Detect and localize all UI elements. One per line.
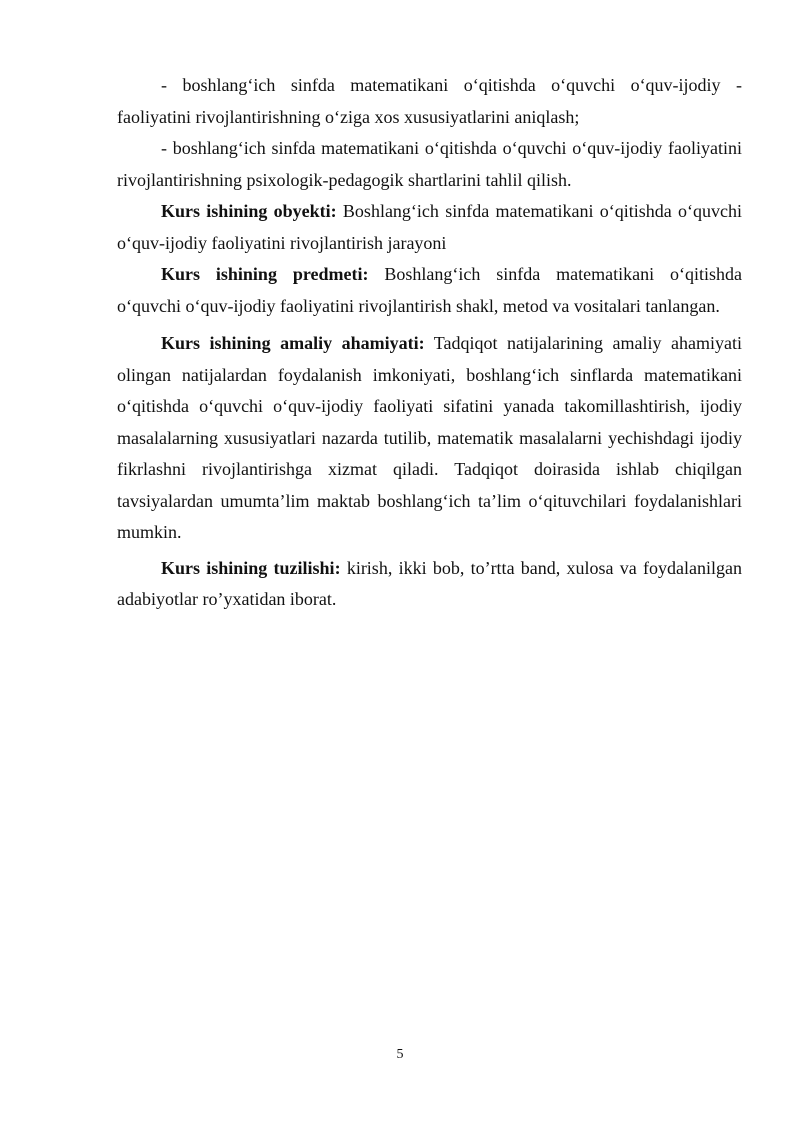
paragraph-practical-value (117, 328, 742, 549)
paragraph-task-4 (117, 133, 742, 196)
page-number: 5 (396, 1047, 404, 1062)
paragraph-lead: Kurs ishining amaliy ahamiyati: (161, 333, 425, 353)
paragraph-text: - boshlang‘ich sinfda matematikani o‘qitishda o‘quvchi o‘quv-ijodiy faoliyatini rivojlantirishning psixologik-pedagogik shartlarini tahlil qilish. (117, 138, 742, 190)
paragraph-text: Boshlang‘ich sinfda matematikani o‘qitishda o‘quvchi o‘quv-ijodiy faoliyatini rivojlantirish jarayoni (117, 201, 743, 253)
paragraph-lead: Kurs ishining predmeti: (161, 264, 369, 284)
paragraph-text: kirish, ikki bob, to’rtta band, xulosa va foydalanilgan adabiyotlar ro’yxatidan iborat. (117, 557, 742, 609)
paragraph-text: - boshlang‘ich sinfda matematikani o‘qitishda o‘quvchi o‘quv-ijodiy - faoliyatini rivojlantirishning o‘ziga xos xususiyatlarini aniqlash; (117, 75, 742, 127)
paragraph-structure (117, 553, 742, 616)
paragraph-lead: Kurs ishining obyekti: (161, 201, 337, 221)
paragraph-lead: Kurs ishining tuzilishi: (161, 557, 341, 578)
paragraph-task-3 (117, 70, 742, 133)
paragraph-text: Boshlang‘ich sinfda matematikani o‘qitishda o‘quvchi o‘quv-ijodiy faoliyatini rivojlantirish shakl, metod va vositalari tanlangan. (117, 264, 742, 316)
paragraph-object (117, 196, 742, 259)
page-body (117, 70, 742, 616)
paragraph-subject (117, 259, 742, 322)
paragraph-text: Tadqiqot natijalarining amaliy ahamiyati olingan natijalardan foydalanish imkoniyati, boshlang‘ich sinflarda matematikani o‘qitishda o‘quvchi o‘quv-ijodiy faoliyati sifatini yanada takomillashtirish, ijodiy masalalarning xususiyatlari nazarda tutilib, matematik masalalarni yechishdagi ijodiy fikrlashni rivojlantirishga xizmat qiladi. Tadqiqot doirasida ishlab chiqilgan tavsiyalardan umumta’lim maktab boshlang‘ich ta’lim o‘qituvchilari foydalanishlari mumkin. (117, 333, 742, 542)
